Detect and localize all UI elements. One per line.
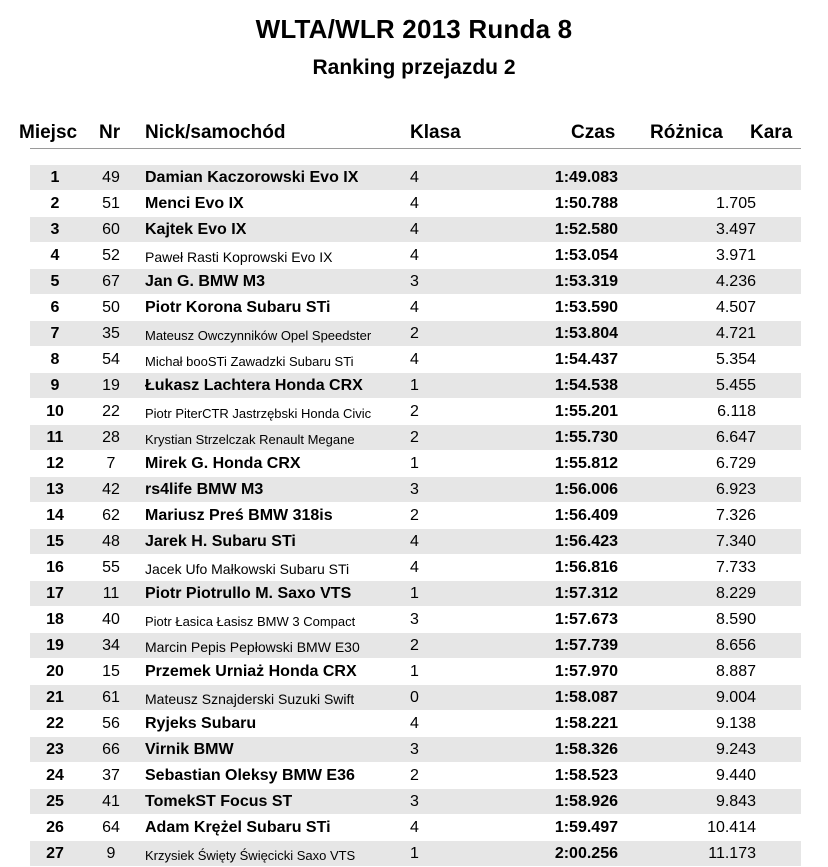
cell-diff: 7.733	[715, 559, 756, 576]
column-header-class: Klasa	[410, 122, 461, 143]
cell-time: 1:59.497	[554, 819, 618, 836]
cell-time: 1:56.409	[554, 507, 618, 524]
cell-diff: 4.721	[715, 325, 756, 342]
cell-place: 23	[46, 741, 64, 758]
cell-diff: 9.243	[715, 741, 756, 758]
cell-class: 2	[410, 403, 419, 420]
cell-nick: Kajtek Evo IX	[145, 221, 247, 238]
cell-time: 1:54.437	[554, 351, 618, 368]
page-title: WLTA/WLR 2013 Runda 8	[255, 14, 573, 44]
table-row	[0, 581, 828, 606]
cell-class: 3	[410, 741, 419, 758]
table-row	[0, 425, 828, 450]
cell-nick: Virnik BMW	[145, 741, 234, 758]
table-row	[0, 763, 828, 788]
cell-time: 1:58.926	[554, 793, 618, 810]
cell-class: 2	[410, 325, 419, 342]
cell-place: 10	[46, 403, 64, 420]
cell-diff: 6.923	[715, 481, 756, 498]
cell-nr: 40	[102, 611, 120, 628]
cell-diff: 4.507	[715, 299, 756, 316]
cell-nr: 66	[102, 741, 120, 758]
cell-place: 21	[46, 689, 64, 706]
cell-nick: Mariusz Preś BMW 318is	[145, 507, 333, 524]
cell-nr: 60	[102, 221, 120, 238]
cell-nick: Adam Krężel Subaru STi	[145, 819, 331, 836]
cell-time: 1:50.788	[554, 195, 618, 212]
cell-class: 0	[410, 689, 419, 706]
cell-place: 7	[50, 325, 60, 342]
cell-class: 1	[410, 845, 419, 862]
cell-place: 9	[50, 377, 60, 394]
cell-class: 4	[410, 221, 419, 238]
cell-nick: Jan G. BMW M3	[145, 273, 266, 290]
cell-nick: Piotr PiterCTR Jastrzębski Honda Civic	[145, 406, 372, 421]
table-row	[0, 399, 828, 424]
cell-place: 26	[46, 819, 64, 836]
cell-nr: 37	[102, 767, 120, 784]
cell-time: 1:53.054	[554, 247, 618, 264]
cell-diff: 6.647	[715, 429, 756, 446]
table-row	[0, 503, 828, 528]
cell-nr: 49	[102, 169, 120, 186]
table-row	[0, 477, 828, 502]
cell-time: 1:58.523	[554, 767, 618, 784]
cell-place: 3	[50, 221, 60, 238]
cell-place: 12	[46, 455, 64, 472]
cell-nr: 62	[102, 507, 120, 524]
cell-place: 18	[46, 611, 64, 628]
table-row	[0, 633, 828, 658]
table-row	[0, 607, 828, 632]
cell-nr: 48	[102, 533, 120, 550]
cell-time: 1:54.538	[554, 377, 618, 394]
cell-nick: Piotr Piotrullo M. Saxo VTS	[145, 585, 352, 602]
cell-class: 4	[410, 195, 419, 212]
cell-place: 14	[46, 507, 64, 524]
column-header-penalty: Kara	[750, 122, 793, 143]
cell-nick: Jarek H. Subaru STi	[145, 533, 296, 550]
cell-place: 5	[50, 273, 60, 290]
cell-diff: 8.656	[715, 637, 756, 654]
table-row	[0, 711, 828, 736]
cell-nick: Michał booSTi Zawadzki Subaru STi	[145, 354, 354, 369]
cell-nr: 51	[102, 195, 120, 212]
cell-time: 1:57.970	[554, 663, 618, 680]
cell-nick: Piotr Korona Subaru STi	[145, 299, 331, 316]
cell-nick: Mirek G. Honda CRX	[145, 455, 301, 472]
cell-class: 4	[410, 351, 419, 368]
cell-class: 4	[410, 247, 419, 264]
cell-time: 1:53.590	[554, 299, 618, 316]
cell-nr: 54	[102, 351, 120, 368]
results-table	[0, 165, 828, 867]
cell-diff: 6.729	[715, 455, 756, 472]
cell-nick: Krzysiek Święty Święcicki Saxo VTS	[145, 848, 356, 863]
cell-class: 2	[410, 767, 419, 784]
page-subtitle: Ranking przejazdu 2	[312, 56, 516, 79]
cell-time: 1:52.580	[554, 221, 618, 238]
cell-class: 2	[410, 637, 419, 654]
cell-nick: Marcin Pepis Pepłowski BMW E30	[145, 639, 360, 655]
cell-diff: 8.229	[715, 585, 756, 602]
cell-nr: 9	[106, 845, 116, 862]
table-row	[0, 191, 828, 216]
cell-class: 1	[410, 663, 419, 680]
cell-time: 1:55.730	[554, 429, 618, 446]
cell-nick: Krystian Strzelczak Renault Megane	[145, 432, 355, 447]
cell-place: 13	[46, 481, 64, 498]
cell-diff: 6.118	[717, 403, 756, 420]
table-header	[0, 118, 828, 148]
table-row	[0, 841, 828, 866]
cell-place: 19	[46, 637, 64, 654]
cell-nick: Mateusz Owczynników Opel Speedster	[145, 328, 372, 343]
cell-time: 1:57.312	[554, 585, 618, 602]
cell-nr: 56	[102, 715, 120, 732]
cell-time: 1:57.673	[554, 611, 618, 628]
cell-nr: 35	[102, 325, 120, 342]
cell-nick: Przemek Urniaż Honda CRX	[145, 663, 357, 680]
cell-nr: 64	[102, 819, 120, 836]
cell-place: 22	[46, 715, 64, 732]
cell-nick: Ryjeks Subaru	[145, 715, 257, 732]
cell-nick: Menci Evo IX	[145, 195, 244, 212]
table-row	[0, 555, 828, 580]
cell-class: 4	[410, 169, 419, 186]
cell-class: 3	[410, 793, 419, 810]
cell-place: 20	[46, 663, 64, 680]
cell-diff: 9.138	[715, 715, 756, 732]
cell-diff: 7.340	[715, 533, 756, 550]
cell-diff: 10.414	[707, 819, 756, 836]
table-row	[0, 685, 828, 710]
column-header-nick: Nick/samochód	[145, 122, 286, 143]
cell-class: 3	[410, 273, 419, 290]
cell-time: 1:56.423	[554, 533, 618, 550]
column-header-time: Czas	[571, 122, 616, 143]
cell-time: 1:57.739	[554, 637, 618, 654]
cell-place: 11	[46, 429, 64, 446]
cell-class: 4	[410, 533, 419, 550]
cell-nick: Paweł Rasti Koprowski Evo IX	[145, 249, 333, 265]
cell-time: 1:58.326	[554, 741, 618, 758]
table-row	[0, 737, 828, 762]
table-row	[0, 295, 828, 320]
cell-nick: Sebastian Oleksy BMW E36	[145, 767, 355, 784]
cell-place: 8	[50, 351, 60, 368]
cell-nr: 41	[102, 793, 120, 810]
cell-nr: 42	[102, 481, 120, 498]
table-row	[0, 789, 828, 814]
cell-nick: rs4life BMW M3	[145, 481, 264, 498]
cell-diff: 3.971	[715, 247, 756, 264]
cell-place: 27	[46, 845, 64, 862]
cell-place: 6	[50, 299, 60, 316]
cell-nick: Łukasz Lachtera Honda CRX	[145, 377, 363, 394]
cell-nr: 22	[102, 403, 120, 420]
cell-time: 1:55.812	[554, 455, 618, 472]
cell-nick: Piotr Łasica Łasisz BMW 3 Compact	[145, 614, 356, 629]
cell-diff: 5.354	[715, 351, 756, 368]
cell-diff: 11.173	[708, 845, 756, 862]
cell-nr: 28	[102, 429, 120, 446]
table-row	[0, 321, 828, 346]
cell-diff: 7.326	[715, 507, 756, 524]
cell-nr: 55	[102, 559, 120, 576]
cell-diff: 5.455	[715, 377, 756, 394]
cell-nick: Mateusz Sznajderski Suzuki Swift	[145, 691, 355, 707]
cell-time: 1:56.006	[554, 481, 618, 498]
table-row	[0, 373, 828, 398]
cell-class: 3	[410, 611, 419, 628]
cell-nr: 11	[102, 585, 120, 602]
cell-diff: 1.705	[715, 195, 756, 212]
cell-class: 4	[410, 819, 419, 836]
table-row	[0, 451, 828, 476]
cell-class: 1	[410, 455, 419, 472]
cell-time: 1:58.221	[554, 715, 618, 732]
cell-place: 1	[50, 169, 60, 186]
cell-time: 1:53.319	[554, 273, 618, 290]
cell-class: 3	[410, 481, 419, 498]
table-row	[0, 165, 828, 190]
table-row	[0, 269, 828, 294]
cell-class: 4	[410, 559, 419, 576]
cell-diff: 8.887	[715, 663, 756, 680]
cell-class: 4	[410, 715, 419, 732]
cell-time: 2:00.256	[554, 845, 618, 862]
cell-nr: 61	[102, 689, 120, 706]
cell-place: 15	[46, 533, 64, 550]
cell-nr: 50	[102, 299, 120, 316]
cell-class: 2	[410, 507, 419, 524]
table-row	[0, 529, 828, 554]
column-header-nr: Nr	[99, 122, 121, 143]
cell-diff: 4.236	[715, 273, 756, 290]
cell-diff: 9.004	[715, 689, 756, 706]
cell-nick: Jacek Ufo Małkowski Subaru STi	[145, 561, 350, 577]
column-header-diff: Różnica	[650, 122, 723, 143]
cell-time: 1:56.816	[554, 559, 618, 576]
cell-nick: TomekST Focus ST	[145, 793, 293, 810]
cell-nr: 67	[102, 273, 120, 290]
cell-nr: 7	[106, 455, 116, 472]
cell-nr: 34	[102, 637, 120, 654]
cell-place: 16	[46, 559, 64, 576]
cell-nr: 52	[102, 247, 120, 264]
cell-class: 2	[410, 429, 419, 446]
cell-class: 1	[410, 377, 419, 394]
cell-time: 1:49.083	[554, 169, 618, 186]
cell-nr: 19	[102, 377, 120, 394]
header-divider	[30, 148, 801, 149]
table-row	[0, 243, 828, 268]
cell-diff: 9.843	[715, 793, 756, 810]
cell-time: 1:53.804	[554, 325, 618, 342]
cell-diff: 9.440	[715, 767, 756, 784]
cell-nick: Damian Kaczorowski Evo IX	[145, 169, 359, 186]
column-header-place: Miejsc	[19, 122, 78, 143]
cell-nr: 15	[102, 663, 120, 680]
table-row	[0, 815, 828, 840]
cell-class: 1	[410, 585, 419, 602]
cell-place: 2	[50, 195, 60, 212]
cell-diff: 3.497	[715, 221, 756, 238]
cell-time: 1:58.087	[554, 689, 618, 706]
cell-time: 1:55.201	[554, 403, 618, 420]
cell-diff: 8.590	[715, 611, 756, 628]
table-row	[0, 347, 828, 372]
table-row	[0, 217, 828, 242]
cell-place: 24	[46, 767, 64, 784]
cell-place: 25	[46, 793, 64, 810]
table-row	[0, 659, 828, 684]
cell-place: 4	[50, 247, 60, 264]
cell-place: 17	[46, 585, 64, 602]
cell-class: 4	[410, 299, 419, 316]
